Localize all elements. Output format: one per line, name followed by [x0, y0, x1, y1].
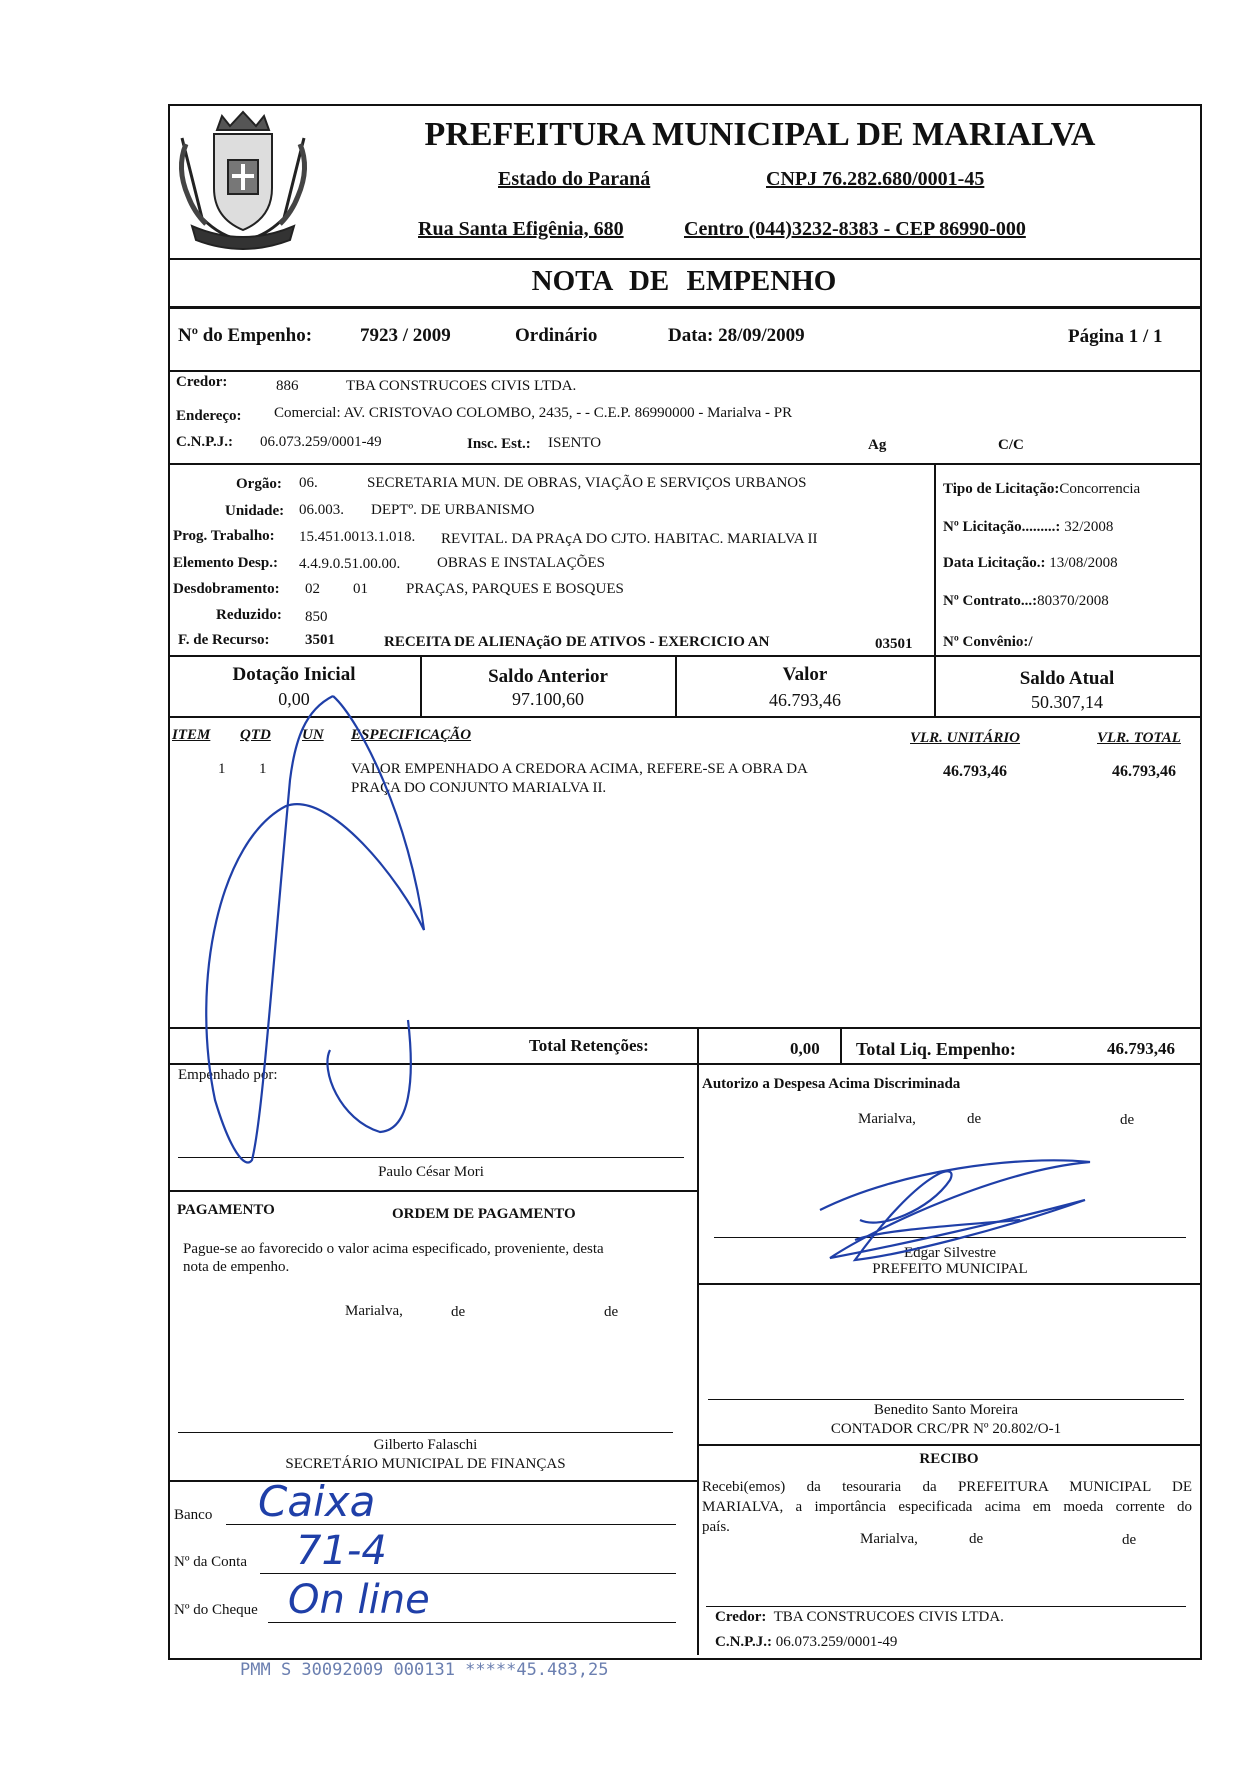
- conta-label: Nº da Conta: [174, 1554, 247, 1570]
- dotacao-label: Dotação Inicial: [232, 664, 356, 685]
- licitacao-contrato-label: Nº Contrato...:: [943, 593, 1038, 609]
- unidade-label: Unidade:: [225, 503, 285, 519]
- credor-code: 886: [276, 378, 299, 394]
- unidade-code: 06.003.: [299, 502, 344, 518]
- contador-name: Benedito Santo Moreira: [873, 1402, 1019, 1418]
- atual-value: 50.307,14: [1031, 692, 1103, 712]
- valor-label: Valor: [782, 664, 828, 685]
- licitacao-tipo-label: Tipo de Licitação:: [943, 481, 1060, 497]
- banco-value: Caixa: [258, 1477, 376, 1526]
- orgao-code: 06.: [299, 475, 318, 491]
- valor-value: 46.793,46: [769, 690, 841, 710]
- recurso-code2: 03501: [875, 636, 913, 652]
- recurso-code: 3501: [305, 632, 335, 648]
- credor-ie: ISENTO: [548, 435, 602, 451]
- pagamento-text-line2: nota de empenho.: [183, 1259, 290, 1275]
- recibo-label: RECIBO: [919, 1451, 979, 1467]
- header-title: PREFEITURA MUNICIPAL DE MARIALVA: [424, 116, 1096, 153]
- licitacao-num-label: Nº Licitação.........:: [943, 519, 1061, 535]
- credor-name: TBA CONSTRUCOES CIVIS LTDA.: [346, 378, 577, 394]
- autorizo-label: Autorizo a Despesa Acima Discriminada: [702, 1076, 961, 1092]
- col-vlr-unitario: VLR. UNITÁRIO: [910, 730, 1021, 746]
- recibo-place: Marialva,: [860, 1531, 918, 1547]
- item-espec-line2: PRAÇA DO CONJUNTO MARIALVA II.: [351, 780, 607, 796]
- prog-label: Prog. Trabalho:: [173, 528, 275, 544]
- pagamento-de1: de: [451, 1304, 466, 1320]
- secretario-role: SECRETÁRIO MUNICIPAL DE FINANÇAS: [285, 1456, 566, 1472]
- col-vlr-total: VLR. TOTAL: [1097, 730, 1181, 746]
- secretario-name: Gilberto Falaschi: [373, 1437, 478, 1453]
- pagamento-place: Marialva,: [345, 1303, 403, 1319]
- empenho-number: 7923 / 2009: [360, 325, 451, 346]
- unidade-desc: DEPTº. DE URBANISMO: [371, 502, 535, 518]
- atual-label: Saldo Atual: [1019, 668, 1115, 689]
- recibo-credor-name: TBA CONSTRUCOES CIVIS LTDA.: [773, 1609, 1004, 1625]
- elem-code: 4.4.9.0.51.00.00.: [299, 556, 401, 572]
- col-especificacao: ESPECIFICAÇÃO: [351, 727, 472, 743]
- licitacao-num-value: 32/2008: [1064, 519, 1114, 535]
- credor-cnpj-label: C.N.P.J.:: [176, 434, 233, 450]
- desd-code1: 02: [305, 581, 320, 597]
- empenhado-name: Paulo César Mori: [378, 1164, 484, 1180]
- anterior-label: Saldo Anterior: [488, 666, 608, 687]
- recibo-text-line1: Recebi(emos) da tesouraria da PREFEITURA MUNICIPAL DE: [702, 1479, 1192, 1495]
- autorizo-place: Marialva,: [858, 1111, 916, 1127]
- prefeito-name: Edgar Silvestre: [903, 1245, 997, 1261]
- empenho-type: Ordinário: [515, 325, 598, 346]
- cheque-value: On line: [288, 1577, 430, 1623]
- recibo-cnpj-value: 06.073.259/0001-49: [775, 1634, 898, 1650]
- orgao-desc: SECRETARIA MUN. DE OBRAS, VIAÇÃO E SERVIÇOS URBANOS: [367, 475, 807, 491]
- licitacao-data-value: 13/08/2008: [1049, 555, 1118, 571]
- desd-desc: PRAÇAS, PARQUES E BOSQUES: [406, 581, 624, 597]
- elem-label: Elemento Desp.:: [173, 555, 278, 571]
- credor-ie-label: Insc. Est.:: [467, 436, 531, 452]
- recibo-text-line2: MARIALVA, a importância especificada acima em moeda corrente do: [702, 1499, 1192, 1515]
- recurso-label: F. de Recurso:: [178, 632, 270, 648]
- autorizo-de1: de: [967, 1111, 982, 1127]
- header-cnpj: CNPJ 76.282.680/0001-45: [766, 168, 985, 190]
- pagamento-label: PAGAMENTO: [177, 1202, 275, 1218]
- empenho-date: Data: 28/09/2009: [668, 325, 805, 346]
- item-unit-value: 46.793,46: [943, 763, 1007, 780]
- desd-label: Desdobramento:: [173, 581, 280, 597]
- autorizo-de2: de: [1120, 1112, 1135, 1128]
- liq-empenho-label: Total Liq. Empenho:: [856, 1039, 1016, 1059]
- banco-label: Banco: [174, 1507, 213, 1523]
- licitacao-tipo-value: Concorrencia: [1059, 481, 1141, 497]
- credor-address: Comercial: AV. CRISTOVAO COLOMBO, 2435, - - C.E.P. 86990000 - Marialva - PR: [274, 405, 793, 421]
- prog-desc: REVITAL. DA PRAçA DO CJTO. HABITAC. MARIALVA II: [441, 531, 818, 547]
- empenho-label: Nº do Empenho:: [178, 325, 313, 346]
- licitacao-data-label: Data Licitação.:: [943, 555, 1046, 571]
- item-number: 1: [218, 761, 226, 777]
- doc-title: NOTA DE EMPENHO: [531, 265, 837, 297]
- credor-address-label: Endereço:: [176, 408, 242, 424]
- retencoes-value: 0,00: [790, 1039, 820, 1058]
- credor-cc-label: C/C: [998, 437, 1024, 453]
- col-item: ITEM: [172, 727, 211, 743]
- pagamento-de2: de: [604, 1304, 619, 1320]
- desd-code2: 01: [353, 581, 368, 597]
- item-qtd: 1: [259, 761, 267, 777]
- recibo-de2: de: [1122, 1532, 1137, 1548]
- anterior-value: 97.100,60: [512, 689, 584, 709]
- licitacao-contrato-value: 80370/2008: [1037, 593, 1109, 609]
- header-state: Estado do Paraná: [498, 168, 651, 190]
- orgao-label: Orgão:: [236, 476, 282, 492]
- recibo-de1: de: [969, 1531, 984, 1547]
- recibo-cnpj-label: C.N.P.J.:: [715, 1634, 772, 1650]
- recibo-text-line3: país.: [702, 1519, 730, 1535]
- credor-label: Credor:: [176, 374, 228, 390]
- retencoes-label: Total Retenções:: [529, 1036, 649, 1055]
- contador-role: CONTADOR CRC/PR Nº 20.802/O-1: [830, 1421, 1062, 1437]
- item-espec-line1: VALOR EMPENHADO A CREDORA ACIMA, REFERE-SE A OBRA DA: [351, 761, 808, 777]
- empenhado-label: Empenhado por:: [178, 1067, 278, 1083]
- conta-value: 71-4: [296, 1528, 387, 1574]
- recibo-credor-label: Credor:: [715, 1609, 767, 1625]
- cheque-label: Nº do Cheque: [174, 1602, 258, 1618]
- col-qtd: QTD: [240, 727, 271, 743]
- header-contact: Centro (044)3232-8383 - CEP 86990-000: [684, 218, 1026, 240]
- col-un: UN: [302, 727, 324, 743]
- liq-empenho-value: 46.793,46: [1107, 1039, 1175, 1058]
- prefeito-role: PREFEITO MUNICIPAL: [872, 1261, 1028, 1277]
- pagamento-text-line1: Pague-se ao favorecido o valor acima especificado, proveniente, desta: [183, 1241, 604, 1257]
- credor-cnpj: 06.073.259/0001-49: [260, 434, 382, 450]
- recurso-desc: RECEITA DE ALIENAçãO DE ATIVOS - EXERCICIO AN: [384, 634, 770, 650]
- header-address: Rua Santa Efigênia, 680: [418, 218, 624, 240]
- reduzido-code: 850: [305, 609, 328, 625]
- ordem-pagamento-label: ORDEM DE PAGAMENTO: [392, 1206, 576, 1222]
- reduzido-label: Reduzido:: [216, 607, 282, 623]
- dotacao-value: 0,00: [278, 689, 310, 709]
- prog-code: 15.451.0013.1.018.: [299, 529, 416, 545]
- elem-desc: OBRAS E INSTALAÇÕES: [437, 555, 605, 571]
- licitacao-convenio-label: Nº Convênio:/: [943, 634, 1033, 650]
- credor-ag-label: Ag: [868, 437, 887, 453]
- item-total-value: 46.793,46: [1112, 763, 1176, 780]
- footer-stamp: PMM S 30092009 000131 *****45.483,25: [240, 1660, 609, 1680]
- empenho-page: Página 1 / 1: [1068, 326, 1163, 347]
